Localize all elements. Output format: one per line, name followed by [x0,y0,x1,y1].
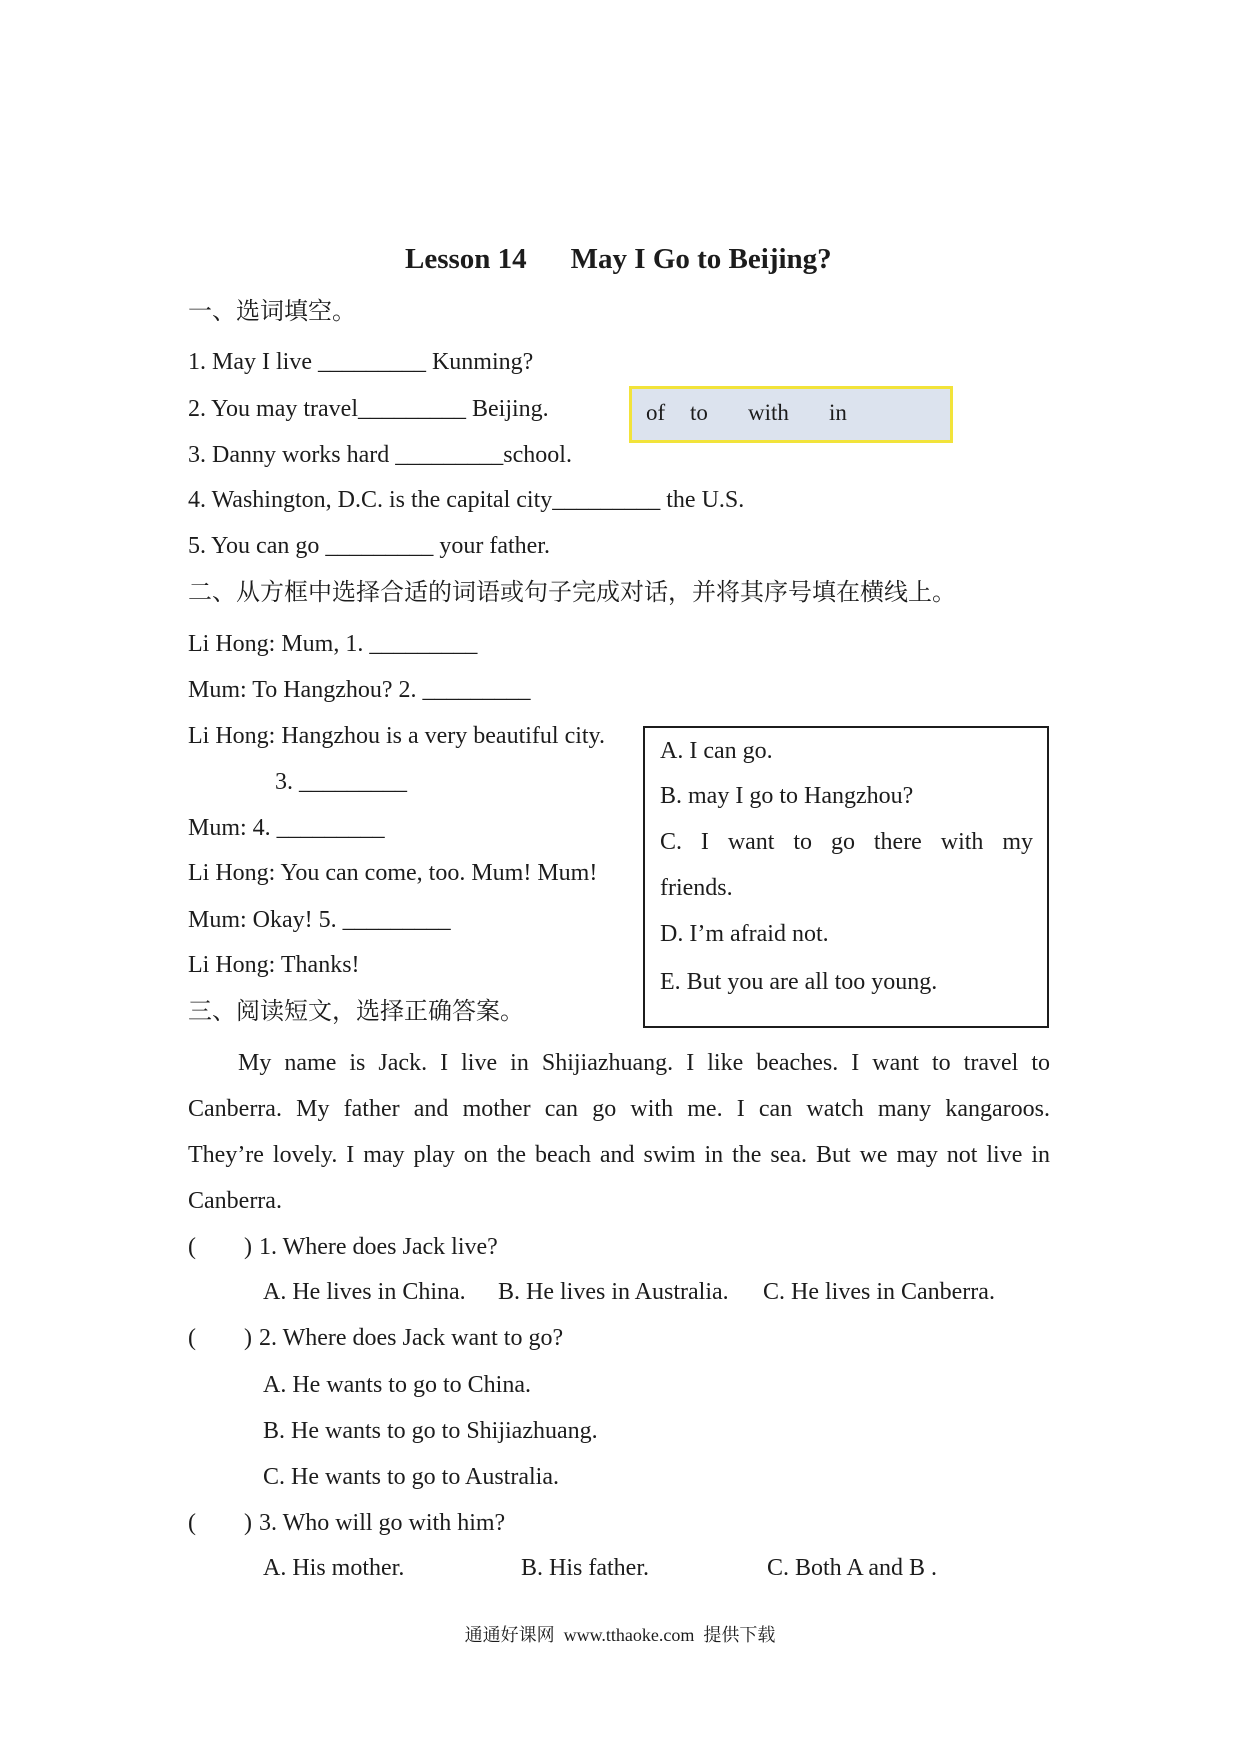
dialogue-line: 3. _________ [275,769,407,795]
part1-item: 1. May I live _________ Kunming? [188,349,534,375]
question-option: B. He lives in Australia. [498,1279,729,1305]
question-option: C. He wants to go to Australia. [263,1464,559,1490]
question-text: 2. Where does Jack want to go? [259,1325,564,1351]
answer-bracket: ( ) [188,1325,252,1351]
word-choice: of [646,400,666,425]
question-option: B. His father. [521,1555,649,1581]
dialogue-option: E. But you are all too young. [660,969,938,995]
part2-heading: 二、从方框中选择合适的词语或句子完成对话，并将其序号填在横线上。 [188,580,956,606]
part3-heading: 三、阅读短文，选择正确答案。 [188,999,524,1025]
part1-heading: 一、选词填空。 [188,299,356,325]
dialogue-line: Li Hong: Hangzhou is a very beautiful city. [188,723,605,749]
question-option: C. Both A and B . [767,1555,938,1581]
passage-line: Canberra. [188,1188,282,1214]
word-choice: with [748,400,789,425]
dialogue-line: Li Hong: Thanks! [188,952,360,978]
question-option: A. He lives in China. [263,1279,466,1305]
dialogue-option: C. I want to go there with my [660,829,1033,855]
part1-item: 5. You can go _________ your father. [188,533,550,559]
dialogue-option-continued: friends. [660,875,733,901]
word-choice-box [629,386,953,443]
passage-line: They’re lovely. I may play on the beach and swim in the sea. But we may not live in [188,1142,1050,1168]
part1-item: 2. You may travel_________ Beijing. [188,396,549,422]
part1-item: 4. Washington, D.C. is the capital city_________ the U.S. [188,487,745,513]
passage-line: My name is Jack. I live in Shijiazhuang. I like beaches. I want to travel to [238,1050,1050,1076]
lesson-number: Lesson 14 [405,243,527,275]
question-text: 1. Where does Jack live? [259,1234,498,1260]
passage-line: Canberra. My father and mother can go with me. I can watch many kangaroos. [188,1096,1050,1122]
dialogue-line: Li Hong: Mum, 1. _________ [188,631,478,657]
dialogue-options-box [643,726,1049,1028]
dialogue-option: B. may I go to Hangzhou? [660,783,914,809]
dialogue-line: Mum: To Hangzhou? 2. _________ [188,677,531,703]
dialogue-line: Mum: 4. _________ [188,815,385,841]
dialogue-line: Li Hong: You can come, too. Mum! Mum! [188,860,598,886]
question-text: 3. Who will go with him? [259,1510,506,1536]
dialogue-option: A. I can go. [660,738,773,764]
question-option: B. He wants to go to Shijiazhuang. [263,1418,598,1444]
answer-bracket: ( ) [188,1510,252,1536]
question-option: A. His mother. [263,1555,405,1581]
lesson-title [405,242,832,276]
word-choice: in [829,400,847,425]
question-option: C. He lives in Canberra. [763,1279,995,1305]
lesson-name: May I Go to Beijing? [570,243,832,275]
dialogue-line: Mum: Okay! 5. _________ [188,907,451,933]
question-option: A. He wants to go to China. [263,1372,531,1398]
word-choice: to [690,400,708,425]
footer-source: 通通好课网 www.tthaoke.com 提供下载 [464,1625,776,1645]
dialogue-option: D. I’m afraid not. [660,921,829,947]
part1-item: 3. Danny works hard _________school. [188,442,572,468]
answer-bracket: ( ) [188,1234,252,1260]
